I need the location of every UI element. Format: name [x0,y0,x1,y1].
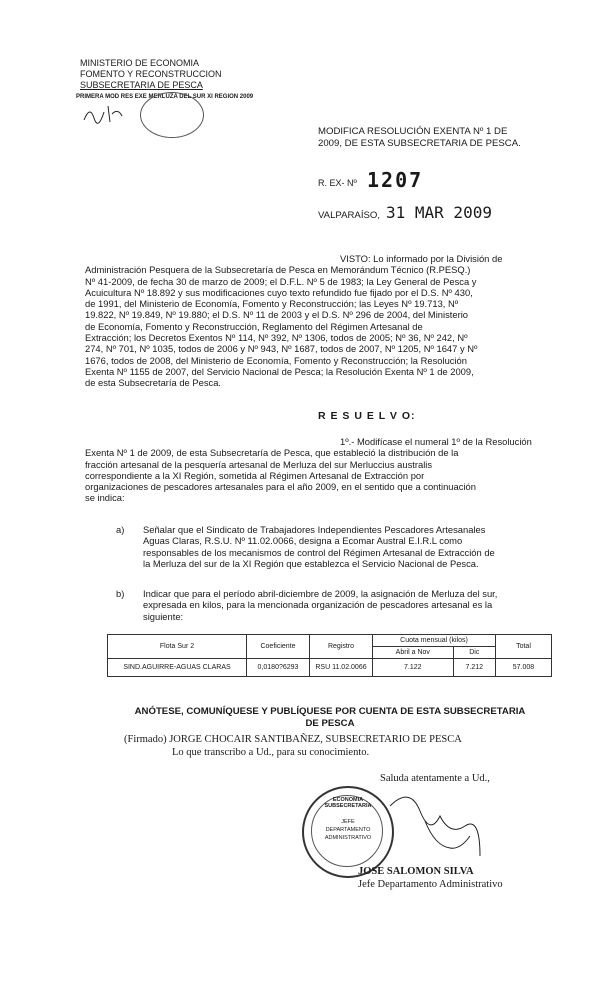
seal-ring-text: ECONOMIA SUBSECRETARIA [324,797,372,809]
handwritten-signature [380,786,500,866]
visto-line: Acuicultura Nº 18.892 y sus modificaciones cuyo texto refundido fue fijado por el D.S. Nº 430, [85,286,473,298]
item-b-text [143,588,553,622]
resuelvo-line: se indica: [85,492,125,504]
item-b-line: expresada en kilos, para la mencionada organización de pescadores artesanal es la [143,599,493,611]
table-header: Flota Sur 2 [108,635,247,659]
table-row [108,659,552,677]
closing-block [90,706,570,730]
item-a-line: Señalar que el Sindicato de Trabajadores Independientes Pescadores Artesanales [143,524,486,535]
firmado-line: (Firmado) JORGE CHOCAIR SANTIBAÑEZ, SUBSECRETARIO DE PESCA [124,734,462,745]
resuelvo-line: organizaciones de pescadores artesanales para el año 2009, en el sentido que a continuación [85,481,476,493]
table-header: Cuota mensual (kilos) [373,635,496,647]
place: VALPARAÍSO, [318,210,381,221]
resuelvo-line: correspondiente a la XI Región, sometida al Régimen Artesanal de Extracción por [85,469,425,481]
table-cell: 7.122 [373,659,454,677]
transcribe-line: Lo que transcribo a Ud., para su conocimiento. [172,747,370,758]
header-initials-scribble [82,100,132,130]
item-b-label: b) [116,588,125,599]
visto-line: de esta Subsecretaría de Pesca. [85,377,222,389]
ministry-line: MINISTERIO DE ECONOMIA [80,58,200,68]
visto-line: de Economía, Fomento y Reconstrucción, Reglamento del Régimen Artesanal de [85,320,423,332]
table-header: Registro [310,635,373,659]
visto-line: de 1991, del Ministerio de Economía, Fomento y Reconstrucción; las Leyes Nº 19.713, Nº [85,298,459,310]
closing-line-1: ANÓTESE, COMUNÍQUESE Y PUBLÍQUESE POR CUENTA DE ESTA SUBSECRETARIA [134,706,526,717]
resuelvo-line: fracción artesanal de la pesquería artesanal de Merluza del sur Merluccius australis [85,458,433,470]
item-a-label: a) [116,524,125,535]
resolution-number: 1207 [367,168,424,192]
table-cell: 57.008 [496,659,552,677]
visto-line: 274, Nº 701, Nº 1035, todos de 2006 y Nº 943, Nº 1687, todos de 2007, Nº 1205, Nº 1647 y Nº [85,343,478,355]
table-subheader: Dic [453,647,495,659]
seal-text: DEPARTAMENTO [325,827,371,833]
table-cell: RSU 11.02.0066 [310,659,373,677]
item-a-text [143,524,553,569]
resuelvo-line: Exenta Nº 1 de 2009, de esta Subsecretaría de Pesca, que estableció la distribución de la [85,447,459,459]
table-header-row [108,635,552,647]
quota-table [107,634,552,677]
subject [318,126,521,150]
resolution-date: 31 MAR 2009 [386,203,492,222]
subsecretaria-line: SUBSECRETARIA DE PESCA [80,80,203,90]
visto-line: Nº 41-2009, de fecha 30 de marzo de 2009; el D.F.L. Nº 5 de 1983; la Ley General de Pesca y [85,275,477,287]
table-cell: 7.212 [453,659,495,677]
ministry-line-2: FOMENTO Y RECONSTRUCCION [80,69,222,79]
subject-line-1: MODIFICA RESOLUCIÓN EXENTA Nº 1 DE [318,126,508,137]
closing-line-2: DE PESCA [305,718,355,729]
seal-text: ADMINISTRATIVO [324,835,372,841]
item-a-line: Aguas Claras, R.S.U. Nº 11.02.0066, designa a Ecomar Austral E.I.R.L como [143,535,463,547]
visto-line: 19.822, Nº 19.849, Nº 19.880; el D.S. Nº 11 de 2003 y el D.S. Nº 296 de 2004, del Ministerio [85,309,469,321]
table-cell: 0,0180?6293 [247,659,310,677]
saluda-line: Saluda atentamente a Ud., [380,773,490,784]
visto-line: Administración Pesquera de la Subsecretaría de Pesca en Memorándum Técnico (R.PESQ.) [85,264,471,276]
table-header: Total [496,635,552,659]
resolution-label: R. EX- Nº [318,178,357,188]
item-b-line: Indicar que para el período abril-diciembre de 2009, la asignación de Merluza del sur, [143,588,498,599]
item-b-line: siguiente: [143,610,184,622]
header-stamp [140,92,204,138]
table-cell: SIND.AGUIRRE-AGUAS CLARAS [108,659,247,677]
signer-name: JOSE SALOMON SILVA [358,866,474,877]
resuelvo-title: R E S U E L V O: [318,410,416,422]
item-a-line: responsables de los mecanismos de control del Régimen Artesanal de Extracción de [143,546,495,558]
subject-line-2: 2009, DE ESTA SUBSECRETARIA DE PESCA. [318,138,521,149]
resuelvo-line: 1º.- Modifícase el numeral 1º de la Resolución [340,436,532,447]
seal-center [318,818,378,842]
seal-text: JEFE [341,819,355,825]
document-code: PRIMERA MOD RES EXE MERLUZA DEL SUR XI REGION 2009 [76,94,254,100]
resuelvo-item-1 [85,436,553,504]
visto-line: Extracción; los Decretos Exentos Nº 114, Nº 392, Nº 1306, todos de 2005; Nº 36, Nº 242, Nº [85,332,468,344]
item-a-line: la Merluza del sur de la XI Región que establezca el Servicio Nacional de Pesca. [143,557,479,569]
visto-line: 1676, todos de 2008, del Ministerio de Economía, Fomento y Reconstrucción; la Resolución [85,354,467,366]
visto-line: VISTO: Lo informado por la División de [340,253,503,264]
visto-line: Exenta Nº 1155 de 2007, del Servicio Nacional de Pesca; la Resolución Exenta Nº 1 de 2009, [85,365,474,377]
table-subheader: Abril a Nov [373,647,454,659]
visto-paragraph [85,253,553,389]
table-header: Coeficiente [247,635,310,659]
signer-role: Jefe Departamento Administrativo [358,879,503,890]
